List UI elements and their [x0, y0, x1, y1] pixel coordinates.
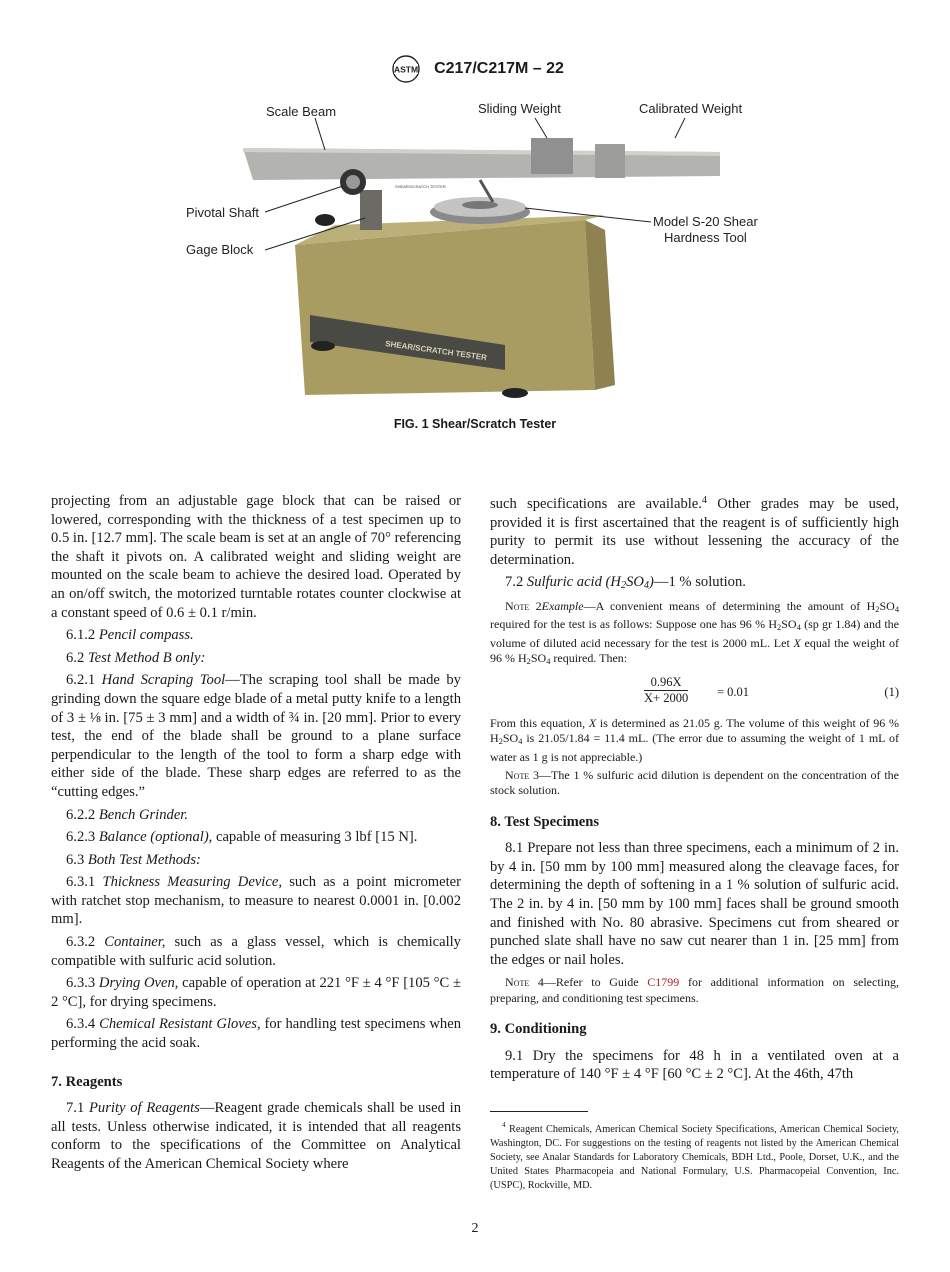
- section-7-2: 7.2 Sulfuric acid $(H_2SO_4)—1$ % solution.: [505, 574, 746, 592]
- section-6-3-3: 6.3.3 Drying Oven, capable of operation at 221 °F ± 4 °F [105 °C ± 2 °C], for drying specimens.: [51, 975, 461, 1010]
- document-designation: C217/C217M – 22: [434, 60, 564, 77]
- equation-fraction: [644, 675, 688, 706]
- section-6-2-1: 6.2.1 Hand Scraping Tool—The scraping tool shall be made by grinding down the square edge blade of a metal putty knife to a length of 3 ± ⅛ in. [75 ± 3 mm] and a width of ¾ in. [20 mm]. Prior to every test, the end of the blade shall be ground to a plane surface perpendicular to the length of the tool to form a sharp edge with either side of the blade. These sharp edges are referred to as the “cutting edges.”: [51, 672, 461, 800]
- note-4: Note 4—Refer to Guide C1799 for additional information on selecting, preparing, and conditioning test specimens.: [490, 975, 900, 1005]
- label-model-line2: Hardness Tool: [663, 230, 747, 245]
- section-6-1-2: 6.1.2 Pencil compass.: [66, 627, 194, 644]
- section-8-1: 8.1 Prepare not less than three specimens, each a minimum of 2 in. by 4 in. [50 mm by 100 mm] measured along the cleavage faces, for determining the depth of softening in a 1 % solution of sulfuric acid. The 2 in. by 4 in. [50 mm by 100 mm] faces shall be ground smooth and finished with No. 80 abrasive. Specimens cut from sheared or punched slate shall have no saw cut nearer than 1 in. [25 mm] from the edges or nail holes.: [490, 840, 899, 968]
- section-6-2-3: 6.2.3 Balance (optional), capable of measuring 3 lbf [15 N].: [66, 829, 418, 846]
- label-model-tool: [653, 214, 758, 246]
- section-6-2: 6.2 Test Method B only:: [66, 649, 206, 666]
- figure-1: [175, 90, 775, 400]
- section-7-1: 7.1 Purity of Reagents—Reagent grade chemicals shall be used in all tests. Unless otherwise indicated, it is intended that all reagents conform to the specifications of the Committee on Analytical Reagents of the American Chemical Society where: [51, 1100, 461, 1172]
- label-gage-block: Gage Block: [186, 242, 254, 257]
- label-model-line1: Model S-20 Shear: [653, 214, 758, 229]
- equation-rhs: = 0.01: [717, 685, 750, 700]
- machine-label-text: SHEAR/SCRATCH TESTER: [384, 339, 488, 363]
- label-pivotal-shaft: Pivotal Shaft: [186, 205, 259, 220]
- section-heading-7: 7. Reagents: [51, 1073, 123, 1090]
- astm-logo-text: ASTM: [394, 64, 419, 75]
- equation-1: [490, 673, 899, 713]
- equation-number: (1): [884, 685, 899, 700]
- section-9-1: 9.1 Dry the specimens for 48 h in a ventilated oven at a temperature of 140 °F ± 4 °F [60 °C ± 2 °C]. At the 46th, 47th: [490, 1047, 899, 1083]
- footnote-4: $^4$ Reagent Chemicals, American Chemical Society Specifications, American Chemical Society, Washington, DC. For suggestions on the testing of reagents not listed by the American Chemical Society, see Analar Standards for Laboratory Chemicals, BDH Ltd., Poole, Dorset, U.K., and the United States Pharmacopeia and National Formulary, U.S. Pharmacopeial Convention, Inc. (USPC), Rockville, MD.: [490, 1120, 899, 1191]
- astm-logo: [386, 54, 426, 84]
- section-heading-9: 9. Conditioning: [490, 1020, 587, 1037]
- section-6-3-2: 6.3.2 Container, such as a glass vessel, which is chemically compatible with sulfuric acid solution.: [51, 934, 461, 969]
- link-c1799[interactable]: C1799: [647, 975, 680, 990]
- label-sliding-weight: Sliding Weight: [478, 101, 561, 116]
- section-6-3: 6.3 Both Test Methods:: [66, 851, 201, 868]
- equation-numerator: 0.96X: [644, 675, 688, 691]
- paragraph-intro: projecting from an adjustable gage block that can be raised or lowered, corresponding with the thickness of a test specimen up to 0.5 in. [12.7 mm]. The scale beam is set at an angle of 70° referencing the shaft it pivots on. A calibrated weight and sliding weight are mounted on the scale beam to achieve the desired load. Operated by an on/off switch, the motorized turntable rotates counter clockwise at a constant speed of 0.6 ± 0.1 r/min.: [51, 493, 462, 621]
- equation-result: From this equation, X is determined as 21.05 g. The volume of this weight of 96 % $H_2SO_4$ is 21.05/1.84 = 11.4 mL. (The error due to assuming the weight of 1 mL of water as 1 g is not appreciable.): [490, 716, 899, 764]
- section-6-3-1: 6.3.1 Thickness Measuring Device, such as a point micrometer with ratchet stop mechanism, to measure to nearest 0.0001 in. [0.002 mm].: [51, 874, 461, 928]
- figure-caption: FIG. 1 Shear/Scratch Tester: [393, 417, 557, 431]
- equation-denominator: X+ 2000: [644, 691, 689, 706]
- note-3: Note 3—The 1 % sulfuric acid dilution is dependent on the concentration of the stock solution.: [490, 768, 900, 798]
- beam-imprint-text: SHEAR/SCRATCH TESTER: [395, 184, 446, 189]
- note-2: Note 2Example—A convenient means of determining the amount of $H_2SO_4$ required for the test is as follows: Suppose one has 96 % $H_2SO_4$ (sp gr 1.84) and the volume of diluted acid necessary for the test is 2000 mL. Let X equal the weight of 96 % $H_2SO_4$ required. Then:: [490, 598, 900, 666]
- footnote-ref: 4: [701, 495, 708, 506]
- page-number: 2: [471, 1221, 479, 1236]
- section-6-2-2: 6.2.2 Bench Grinder.: [66, 806, 189, 823]
- section-heading-8: 8. Test Specimens: [490, 813, 600, 830]
- paragraph-7-1-continued: such specifications are available.$^4$ Other grades may be used, provided it is first ascertained that the reagent is of sufficiently high purity to permit its use without lessening the accuracy of the determination.: [490, 495, 899, 568]
- section-6-3-4: 6.3.4 Chemical Resistant Gloves, for handling test specimens when performing the acid soak.: [51, 1016, 461, 1052]
- right-column: [490, 492, 899, 1193]
- page-header: [0, 54, 950, 84]
- footnote-divider: [490, 1111, 588, 1112]
- left-column: [51, 492, 461, 1174]
- label-calibrated-weight: Calibrated Weight: [639, 101, 743, 116]
- label-scale-beam: Scale Beam: [266, 104, 337, 119]
